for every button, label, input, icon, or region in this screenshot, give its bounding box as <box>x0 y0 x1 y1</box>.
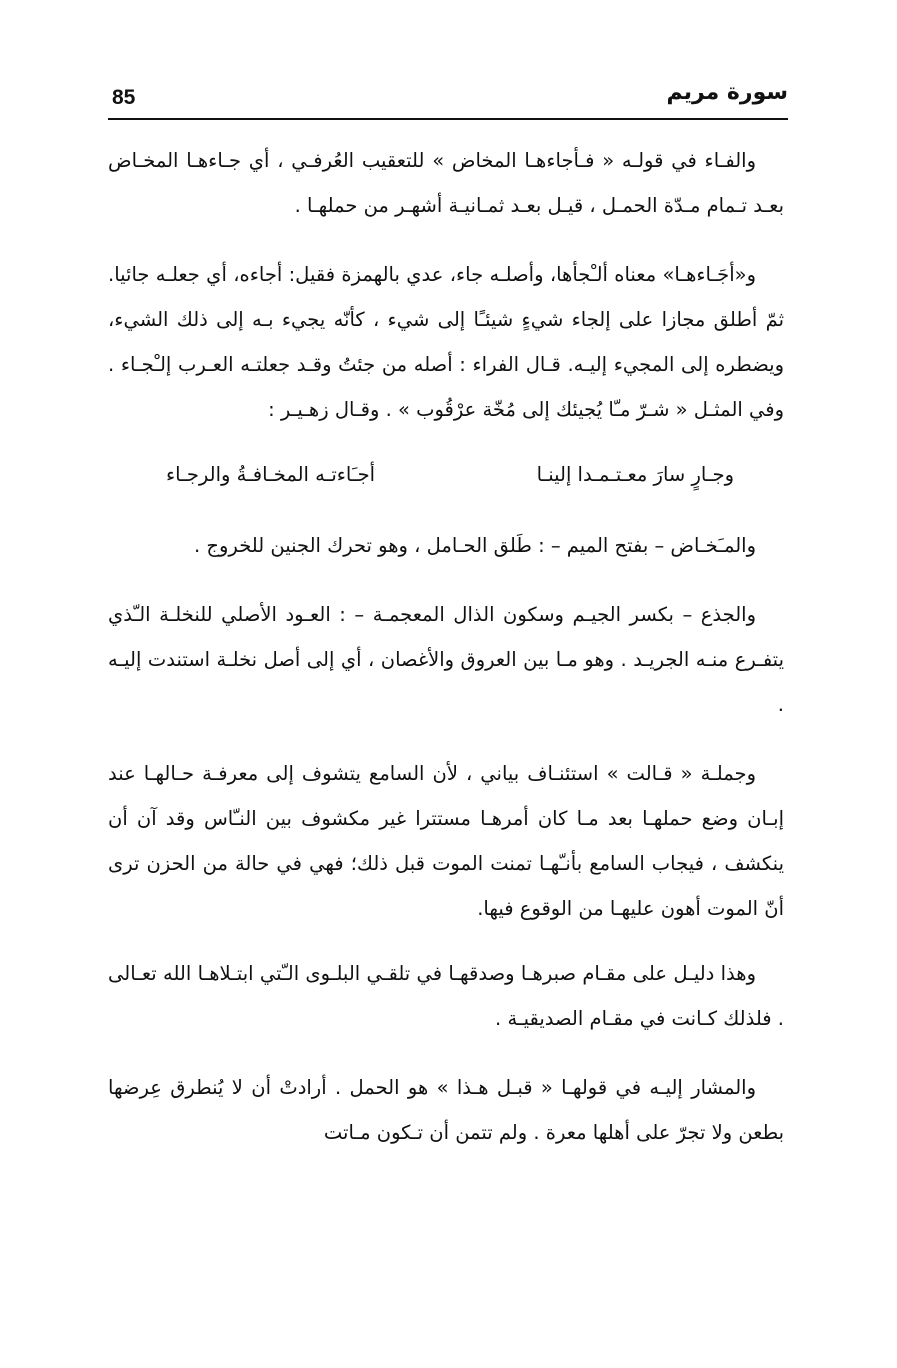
paragraph: وهذا دليـل على مقـام صبرهـا وصدقهـا في تلقـي البلـوى الـّتي ابتـلاهـا الله تعـالى . فلذلك كـانت في مقـام الصديقيـة . <box>108 962 784 1030</box>
paragraph: والمشار إليـه في قولهـا « قبـل هـذا » هو الحمل . أرادتْ أن لا يُنطرق عِرضها بطعن ولا تجرّ على أهلها معرة . ولم تتمن أن تـكون مـاتت <box>108 1076 784 1144</box>
paragraph: و«أجَـاءهـا» معناه ألـْجأها، وأصلـه جاء، عدي بالهمزة فقيل: أجاءه، أي جعلـه جائيا. ثمّ أطلق مجازا على إلجاء شيءٍ شيئـًا إلى شيء ، كأنّه يجيء بـه إلى ذلك الشيء، ويضطره إلى المجيء إليـه. قـال الفراء : أصله من جئتُ وقـد جعلتـه العـرب إلـْجـاء . وفي المثـل « شـرّ مـّا يُجيئك إلى مُخّة عرْقُوب » . وقـال زهـيـر : <box>108 263 784 421</box>
paragraph: وجملـة « قـالت » استئنـاف بياني ، لأن السامع يتشوف إلى معرفـة حـالهـا عند إبـان وضع حملهـا بعد مـا كان أمرهـا مستترا غير مكشوف بين النـّاس وقد آن أن ينكشف ، فيجاب السامع بأنـّهـا تمنت الموت قبل ذلك؛ فهي في حالة من الحزن ترى أنّ الموت أهون عليهـا من الوقوع فيها. <box>108 762 784 920</box>
paragraph: والجذع – بكسر الجيـم وسكون الذال المعجمـة – : العـود الأصلي للنخلـة الـّذي يتفـرع منـه الجريـد . وهو مـا بين العروق والأغصان ، أي إلى أصل نخلـة استندت إليـه . <box>108 603 784 716</box>
paragraph: والمـَخـاض – بفتح الميم – : طَلق الحـامل ، وهو تحرك الجنين للخروج . <box>194 534 756 557</box>
verse-right-hemistich: وجـارٍ سارَ معـتـمـدا إلينـا <box>536 463 734 486</box>
running-title: سورة مريم <box>666 80 788 105</box>
page-number: 85 <box>112 86 136 109</box>
paragraph: والفـاء في قولـه « فـأجاءهـا المخاض » للتعقيب العُرفـي ، أي جـاءهـا المخـاض بعـد تـمام مـدّة الحمـل ، قيـل بعـد ثمـانيـة أشهـر من حملهـا . <box>108 149 784 217</box>
verse-left-hemistich: أجـَاءتـه المخـافـةُ والرجـاء <box>166 463 376 486</box>
page-body <box>108 138 784 1179</box>
poetry-verse <box>108 452 784 497</box>
page-header <box>108 78 788 120</box>
